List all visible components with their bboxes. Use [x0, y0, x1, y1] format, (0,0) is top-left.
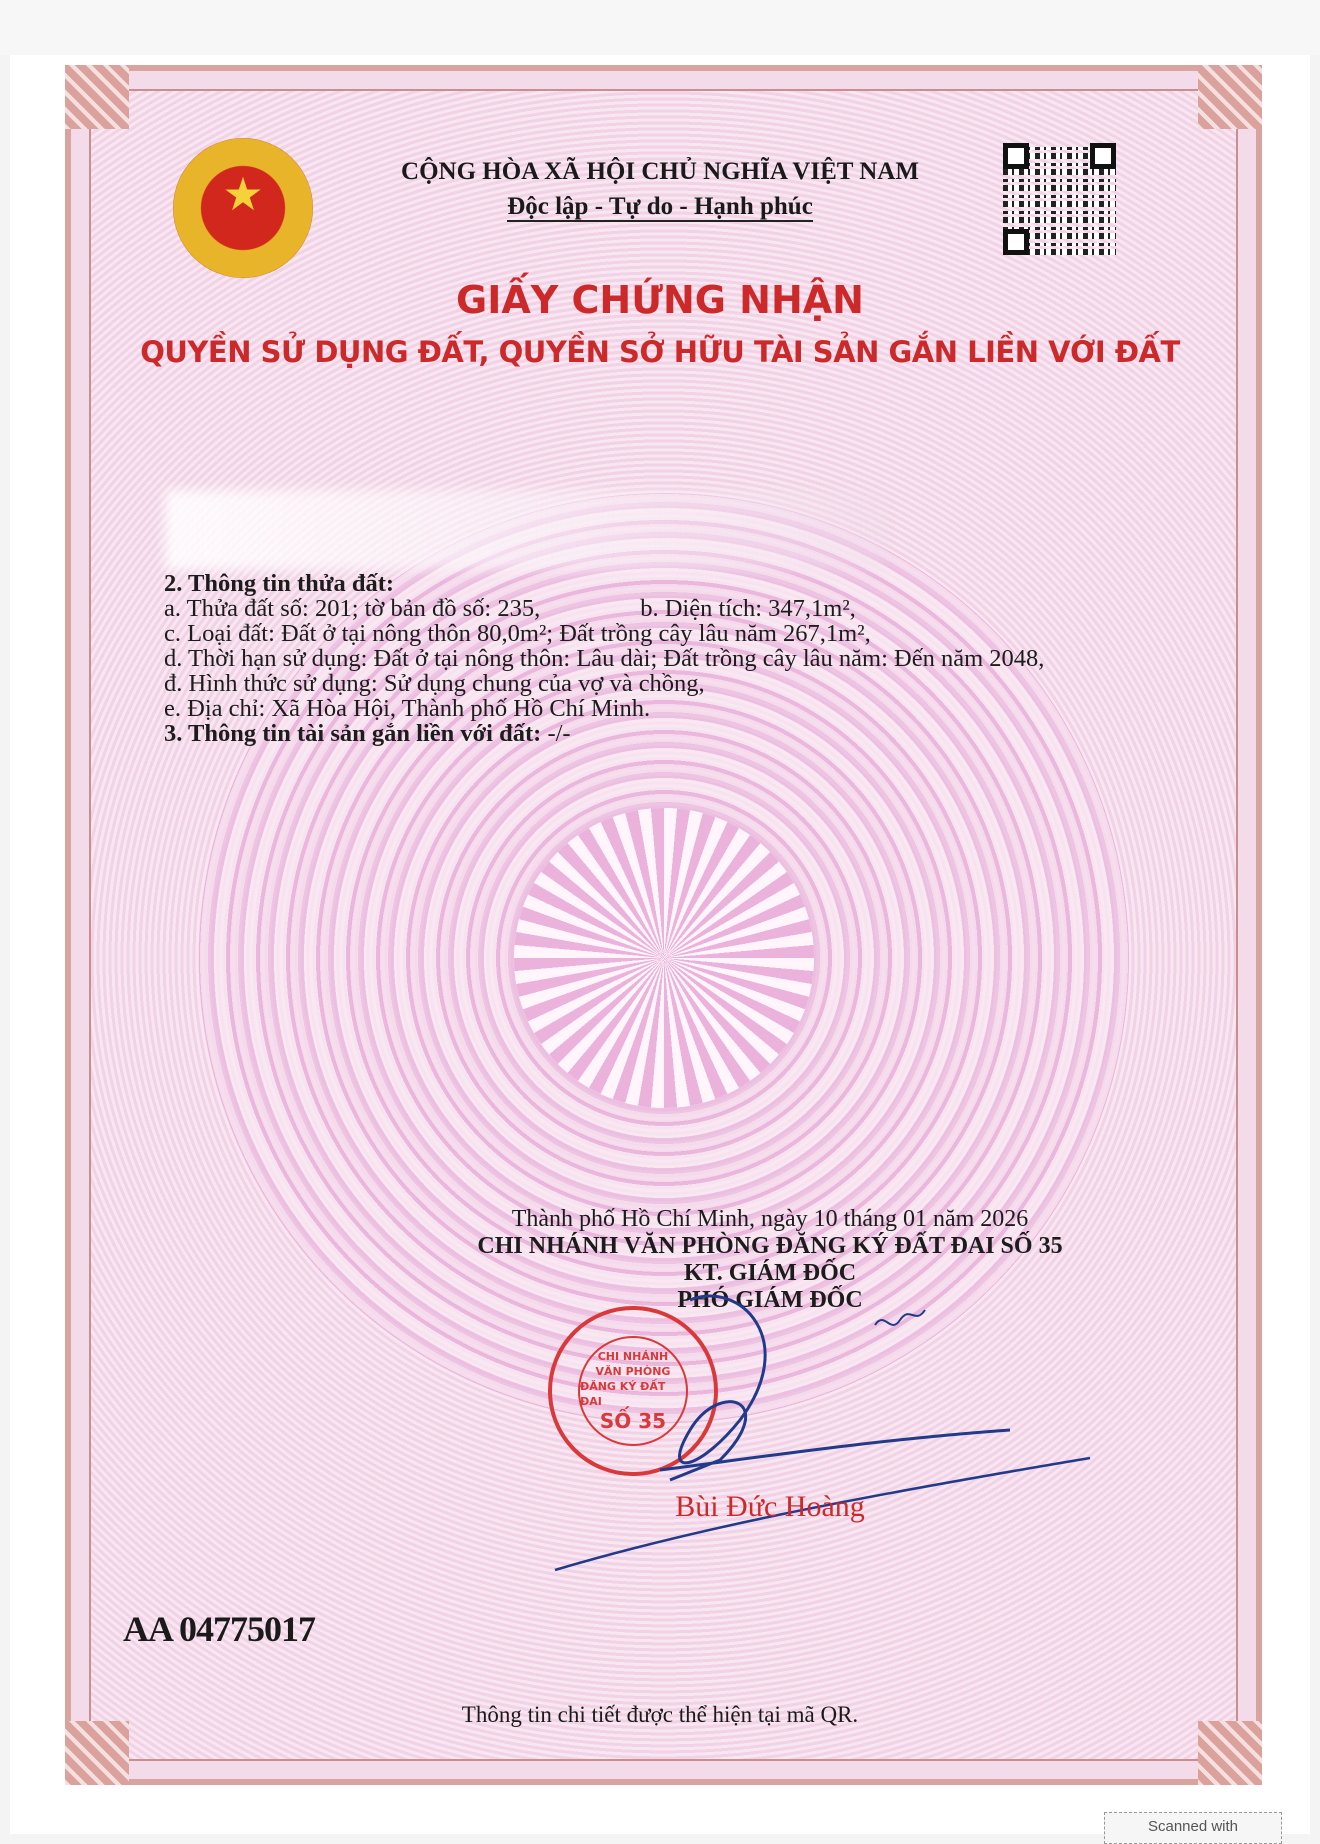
corner-ornament — [65, 65, 129, 129]
serial-number: AA 04775017 — [123, 1609, 316, 1649]
country-name: CỘNG HÒA XÃ HỘI CHỦ NGHĨA VIỆT NAM — [401, 158, 919, 185]
corner-ornament — [1198, 65, 1262, 129]
land-info — [164, 571, 1044, 746]
usage-term: d. Thời hạn sử dụng: Đất ở tại nông thôn: Lâu dài; Đất trồng cây lâu năm: Đến năm 2048, — [164, 645, 1045, 672]
handwritten-signature — [540, 1280, 1100, 1580]
usage-form: đ. Hình thức sử dụng: Sử dụng chung của vợ và chồng, — [164, 670, 705, 697]
certificate-title: GIẤY CHỨNG NHẬN — [456, 278, 864, 322]
date-line: Thành phố Hồ Chí Minh, ngày 10 tháng 01 năm 2026 — [511, 1206, 1029, 1232]
land-type: c. Loại đất: Đất ở tại nông thôn 80,0m²; Đất trồng cây lâu năm 267,1m², — [164, 620, 871, 647]
signer-name: Bùi Đức Hoàng — [675, 1490, 865, 1523]
area: b. Diện tích: 347,1m², — [640, 595, 856, 622]
parcel-number: a. Thửa đất số: 201; tờ bản đồ số: 235, — [164, 595, 541, 622]
national-motto: Độc lập - Tự do - Hạnh phúc — [507, 193, 813, 220]
drum-star-icon — [514, 808, 814, 1108]
national-emblem-icon: ★ — [173, 138, 313, 278]
issuing-office: CHI NHÁNH VĂN PHÒNG ĐĂNG KÝ ĐẤT ĐAI SỐ 35 — [477, 1233, 1063, 1259]
footer-note: Thông tin chi tiết được thể hiện tại mã QR. — [461, 1702, 859, 1727]
stamp-line: ĐĂNG KÝ ĐẤT ĐAI — [580, 1380, 666, 1408]
deputy-director: PHÓ GIÁM ĐỐC — [677, 1287, 863, 1313]
address: e. Địa chỉ: Xã Hòa Hội, Thành phố Hồ Chí Minh. — [164, 695, 651, 722]
stamp-line: CHI NHÁNH — [597, 1350, 669, 1363]
corner-ornament — [1198, 1721, 1262, 1785]
section2-heading: 2. Thông tin thửa đất: — [164, 570, 395, 597]
stamp-number: SỐ 35 — [599, 1409, 667, 1433]
redacted-owner-info — [165, 490, 885, 570]
corner-ornament — [65, 1721, 129, 1785]
scanned-with-badge: Scanned with — [1104, 1812, 1282, 1844]
stamp-line: VĂN PHÒNG — [595, 1365, 671, 1378]
section3-heading: 3. Thông tin tài sản gắn liền với đất: — [164, 720, 542, 747]
kt-director: KT. GIÁM ĐỐC — [683, 1260, 857, 1286]
top-bar — [0, 0, 1320, 55]
certificate-subtitle: QUYỀN SỬ DỤNG ĐẤT, QUYỀN SỞ HỮU TÀI SẢN GẮN LIỀN VỚI ĐẤT — [140, 335, 1180, 369]
section3-value: -/- — [541, 720, 571, 747]
